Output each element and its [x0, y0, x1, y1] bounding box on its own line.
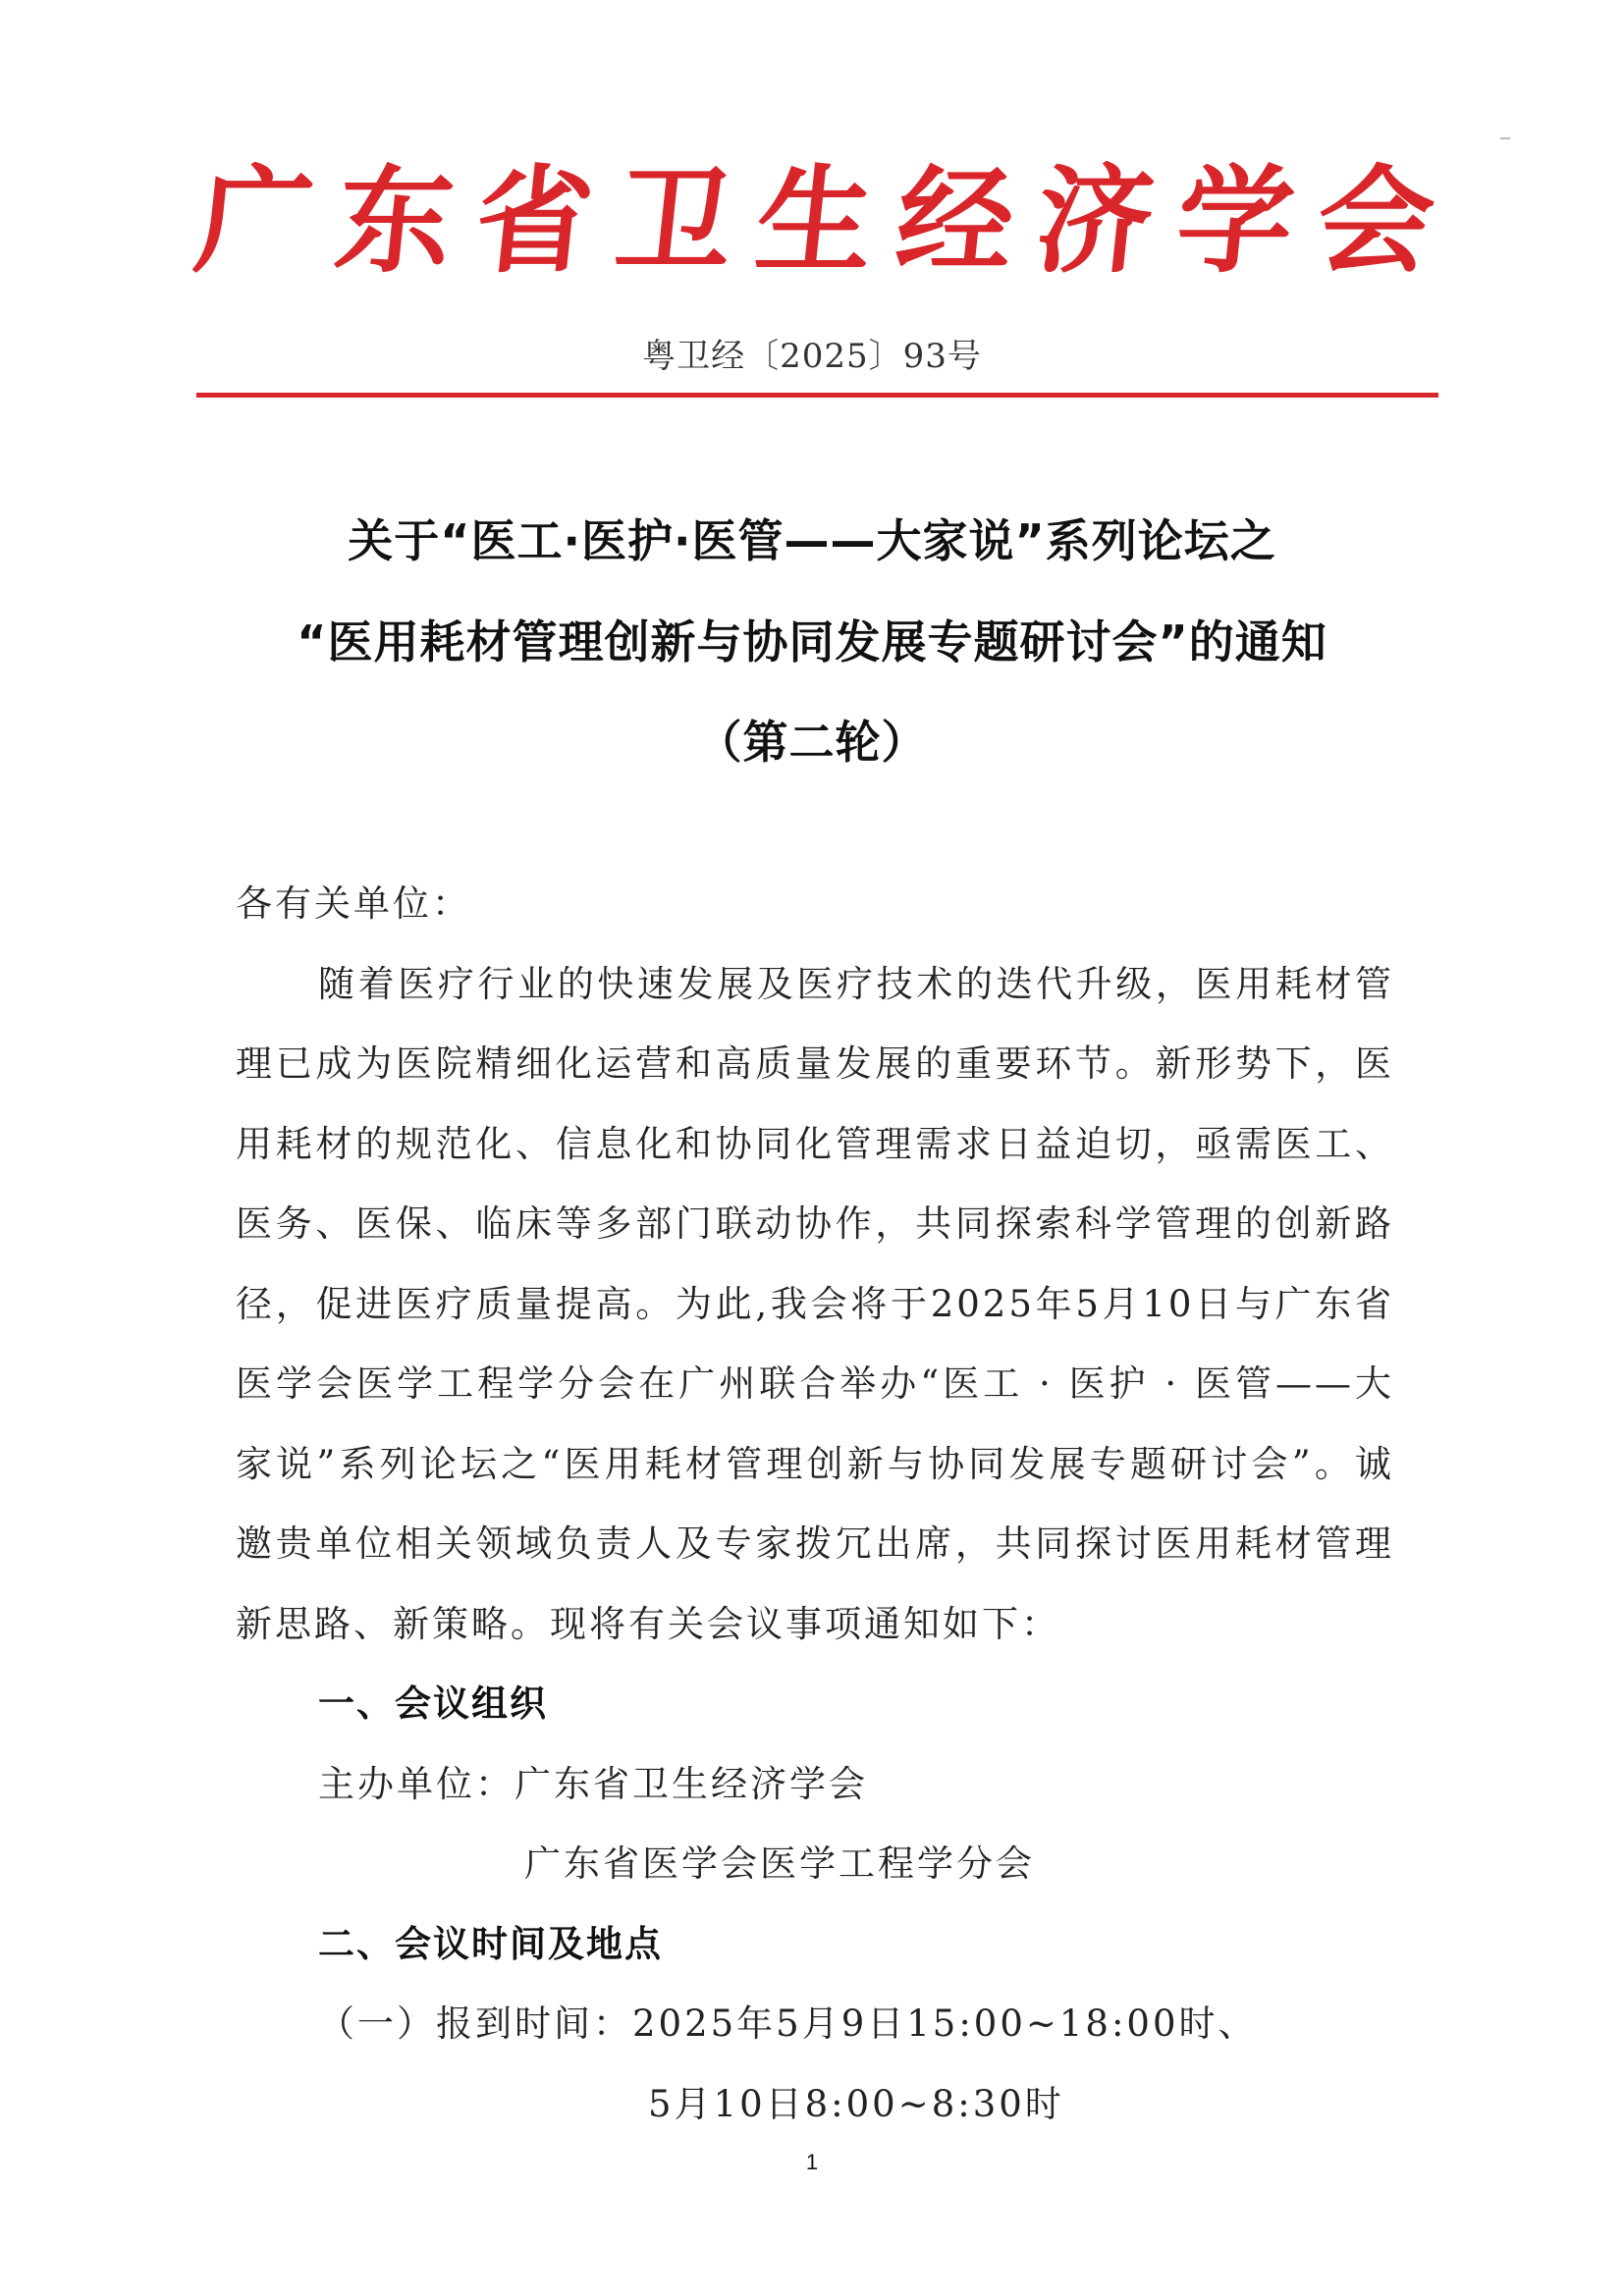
document-number: 粤卫经〔2025〕93号	[642, 337, 982, 376]
letterhead-char: 会	[1310, 152, 1441, 289]
letterhead-char: 省	[469, 152, 600, 289]
page-number: 1	[805, 2150, 819, 2174]
title-line-2: “医用耗材管理创新与协同发展专题研讨会”的通知	[297, 615, 1327, 668]
salutation: 各有关单位：	[236, 882, 471, 925]
letterhead-char: 济	[1030, 152, 1161, 289]
organizer-label: 主办单位：	[318, 1762, 514, 1805]
letterhead-char: 生	[749, 152, 881, 289]
registration-row	[236, 1984, 1394, 2064]
intro-paragraph: 随着医疗行业的快速发展及医疗技术的迭代升级，医用耗材管理已成为医院精细化运营和高质量发展的重要环节。新形势下，医用耗材的规范化、信息化和协同化管理需求日益迫切，亟需医工、医务、医保、临床等多部门联动协作，共同探索科学管理的创新路径，促进医疗质量提高。为此,我会将于2025年5月10日与广东省医学会医学工程学分会在广州联合举办“医工 · 医护 · 医管——大家说”系列论坛之“医用耗材管理创新与协同发展专题研讨会”。诚邀贵单位相关领域负责人及专家拨冗出席，共同探讨医用耗材管理新思路、新策略。现将有关会议事项通知如下：	[236, 962, 1394, 1645]
letterhead-char: 经	[890, 152, 1021, 289]
organizer-row	[236, 1744, 1394, 1825]
red-divider-line	[196, 393, 1438, 398]
letterhead-char: 东	[329, 152, 460, 289]
registration-time: 2025年5月9日15:00~18:00时、	[632, 2002, 1258, 2045]
scan-mark	[1500, 137, 1510, 139]
letterhead-char: 卫	[609, 152, 740, 289]
letterhead-char: 学	[1169, 152, 1301, 289]
title-line-1: 关于“医工·医护·医管——大家说”系列论坛之	[348, 514, 1276, 567]
organization-letterhead	[189, 147, 1441, 294]
organizer-name: 广东省卫生经济学会	[514, 1762, 868, 1805]
registration-time-row: 5月10日8:00~8:30时	[648, 2082, 1064, 2125]
registration-label: （一）报到时间：	[318, 2002, 632, 2045]
section-heading-time-location: 二、会议时间及地点	[318, 1922, 663, 1965]
document-body	[236, 864, 1394, 2144]
co-organizer-row: 广东省医学会医学工程学分会	[524, 1842, 1035, 1885]
section-heading-organization: 一、会议组织	[318, 1682, 548, 1725]
letterhead-char: 广	[189, 152, 320, 289]
title-line-3: （第二轮）	[696, 716, 928, 769]
